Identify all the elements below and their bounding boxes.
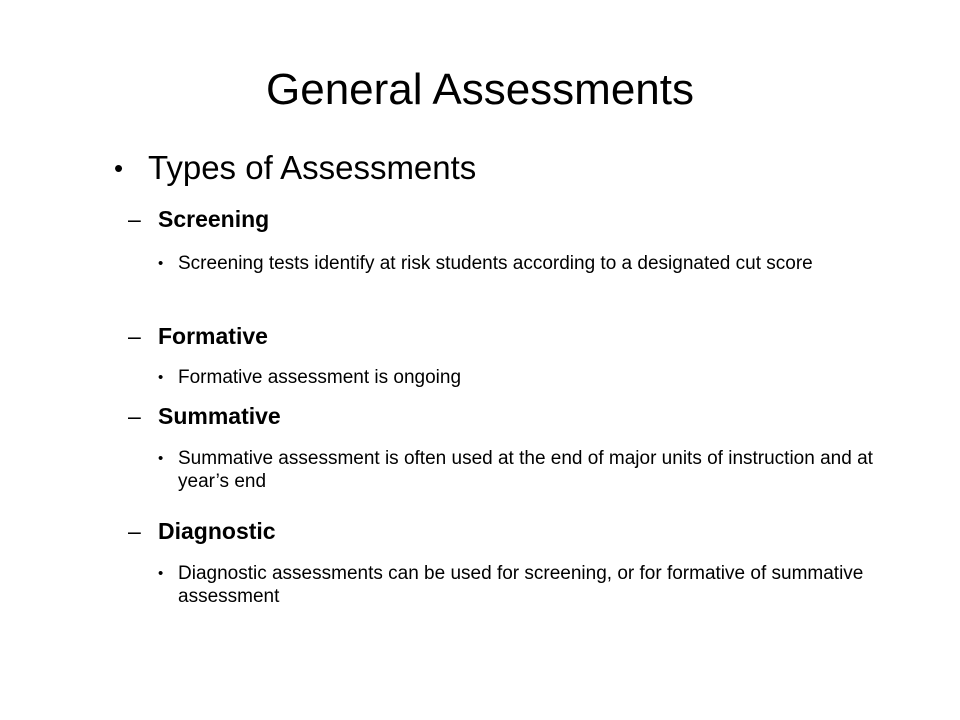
bullet-dot-icon: • (158, 565, 164, 582)
detail-text: Summative assessment is often used at the end of major units of instruction and at year’s end (178, 448, 873, 492)
detail-text: Formative assessment is ongoing (178, 367, 462, 388)
subheading-formative (128, 320, 268, 352)
detail-text: Diagnostic assessments can be used for screening, or for formative of summative assessment (178, 563, 864, 607)
dash-icon: – (128, 206, 141, 232)
bullet-dot-icon: • (158, 369, 164, 386)
subheading-label: Screening (158, 206, 270, 232)
detail-summative (158, 447, 878, 493)
detail-text: Screening tests identify at risk students according to a designated cut score (178, 253, 813, 274)
bullet-dot-icon: • (158, 450, 164, 467)
subheading-label: Formative (158, 323, 268, 349)
slide-title: General Assessments (266, 65, 694, 114)
dash-icon: – (128, 323, 141, 349)
dash-icon: – (128, 518, 141, 544)
subheading-screening (128, 203, 269, 235)
detail-formative (158, 366, 878, 389)
detail-diagnostic (158, 562, 878, 608)
subheading-summative (128, 400, 281, 432)
subheading-label: Diagnostic (158, 518, 276, 544)
detail-screening (158, 252, 878, 275)
bullet-text: Types of Assessments (148, 149, 477, 186)
subheading-diagnostic (128, 515, 276, 547)
bullet-dot-icon: • (158, 255, 164, 272)
dash-icon: – (128, 403, 141, 429)
subheading-label: Summative (158, 403, 281, 429)
bullet-dot-icon: • (114, 153, 124, 183)
